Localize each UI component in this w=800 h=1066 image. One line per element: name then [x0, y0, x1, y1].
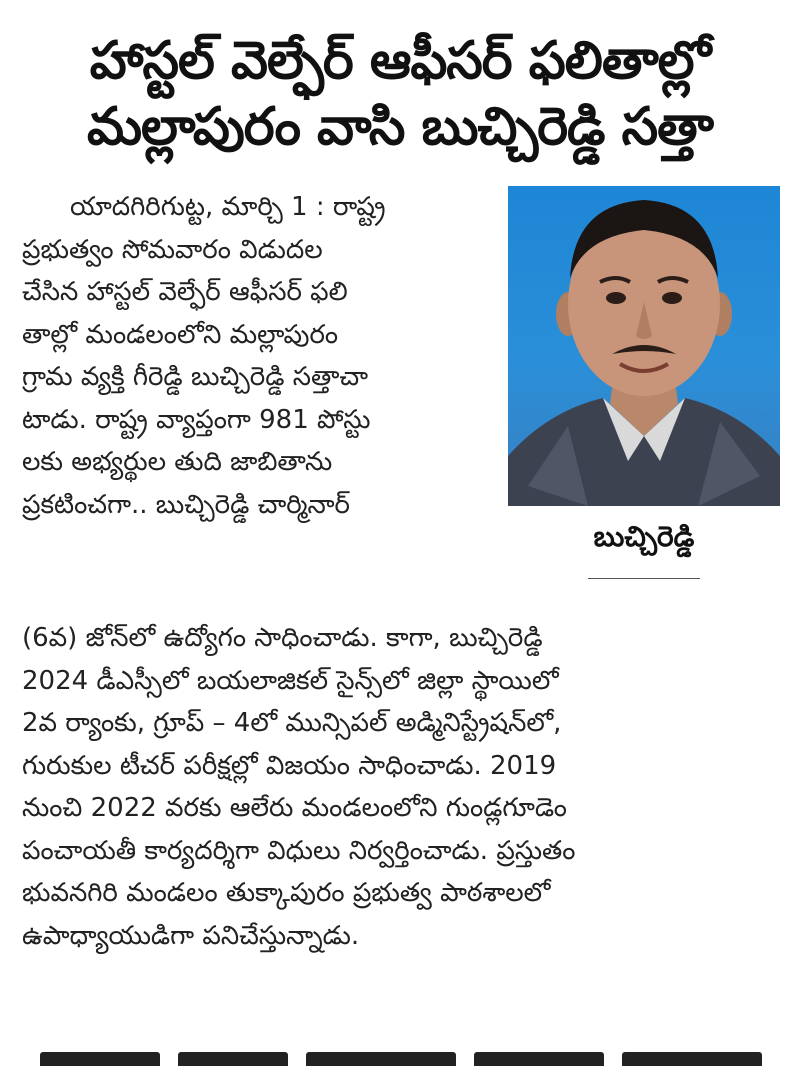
body-line: (6వ) జోన్‌లో ఉద్యోగం సాధించాడు. కాగా, బుచ్చిరెడ్డి: [22, 623, 543, 653]
body-line: తాల్లో మండలంలోని మల్లాపురం: [22, 319, 339, 350]
body-line: యాదగిరిగుట్ట, మార్చి 1 : రాష్ట్ర: [70, 192, 386, 222]
body-line: ప్రభుత్వం సోమవారం విడుదల: [22, 234, 323, 265]
body-line: 2వ ర్యాంకు, గ్రూప్ – 4లో మున్సిపల్ అడ్మినిస్ట్రేషన్‌లో,: [22, 708, 562, 738]
body-line: లకు అభ్యర్థుల తుది జాబితాను: [22, 447, 333, 477]
photo-caption: బుచ్చిరెడ్డి: [593, 520, 695, 553]
body-line: టాడు. రాష్ట్ర వ్యాప్తంగా 981 పోస్టు: [22, 404, 371, 435]
portrait-photo: [508, 186, 780, 506]
headline: [0, 28, 800, 160]
body-line: ఉపాధ్యాయుడిగా పనిచేస్తున్నాడు.: [22, 920, 360, 951]
headline-line-2: మల్లాపురం వాసి బుచ్చిరెడ్డి సత్తా: [87, 97, 713, 157]
article-body-narrow-column: [22, 186, 492, 526]
article-body-wide-column: [22, 617, 780, 957]
body-line: 2024 డీఎస్సీలో బయలాజికల్ సైన్స్‌లో జిల్లా స్థాయిలో: [22, 665, 559, 696]
body-line: నుంచి 2022 వరకు ఆలేరు మండలంలోని గుండ్లగూడెం: [22, 793, 567, 823]
body-line: గురుకుల టీచర్ పరీక్షల్లో విజయం సాధించాడు. 2019: [22, 750, 557, 781]
caption-divider: [588, 578, 700, 579]
body-line: గ్రామ వ్యక్తి గీరెడ్డి బుచ్చిరెడ్డి సత్తాచా: [22, 362, 369, 392]
body-line: పంచాయతీ కార్యదర్శిగా విధులు నిర్వర్తించాడు. ప్రస్తుతం: [22, 835, 576, 866]
headline-line-1: హాస్టల్ వెల్ఫేర్ ఆఫీసర్ ఫలితాల్లో: [89, 31, 711, 91]
body-line: భువనగిరి మండలం తుక్కాపురం ప్రభుత్వ పాఠశాలలో: [22, 878, 551, 908]
next-article-headline-cropped: [0, 1040, 800, 1066]
portrait-illustration: [508, 186, 780, 506]
body-line: చేసిన హాస్టల్ వెల్ఫేర్ ఆఫీసర్ ఫలి: [22, 277, 348, 307]
body-line: ప్రకటించగా.. బుచ్చిరెడ్డి చార్మినార్: [22, 489, 350, 520]
